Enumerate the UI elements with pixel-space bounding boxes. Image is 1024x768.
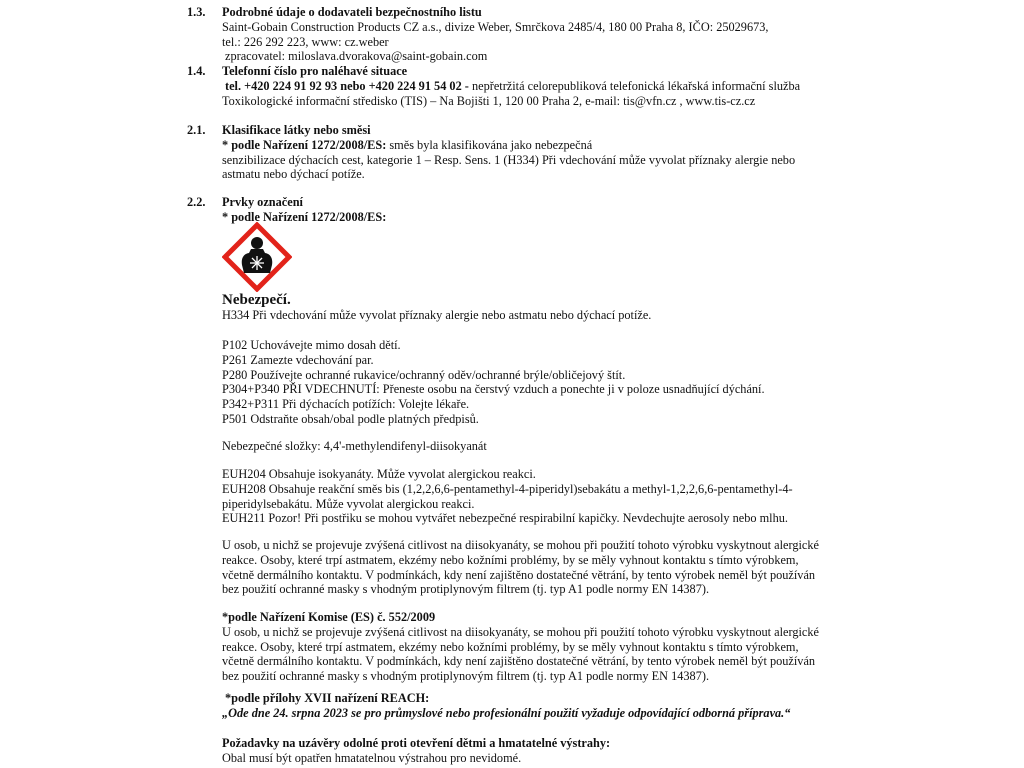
classification-text: astmatu nebo dýchací potíže. — [222, 167, 365, 182]
emergency-phone — [222, 79, 842, 94]
child-resistant-requirements — [222, 736, 842, 766]
section-2-2-header — [222, 195, 842, 225]
warning-line: bez použití ochranné masky s vhodným protiplynovým filtrem (tj. typ A1 podle normy EN 14387). — [222, 582, 710, 597]
precautionary-statements — [222, 338, 842, 427]
section-number: 2.1. — [187, 123, 206, 137]
warning-line: U osob, u nichž se projevuje zvýšená citlivost na diisokyanáty, se mohou při použití tohoto výrobku vyskytnout alergické — [222, 538, 819, 552]
euh-statement: EUH211 Pozor! Při postřiku se mohou vytvářet nebezpečné respirabilní kapičky. Nevdechujte aerosoly nebo mlhu. — [222, 511, 788, 526]
section-2-1 — [222, 123, 842, 182]
p-statement: P261 Zamezte vdechování par. — [222, 352, 374, 367]
warning-line: reakce. Osoby, které trpí astmatem, ekzémy nebo kožními problémy, by se měly vyhnout kontaktu s tímto výrobkem, — [222, 639, 799, 654]
regulation-text: směs byla klasifikována jako nebezpečná — [386, 137, 593, 152]
reach-title: *podle přílohy XVII nařízení REACH: — [225, 691, 430, 705]
section-title: Prvky označení — [222, 195, 303, 209]
components-text: Nebezpečné složky: 4,4'-methylendifenyl-diisokyanát — [222, 439, 487, 453]
hazardous-components — [222, 439, 842, 454]
regulation-label: * podle Nařízení 1272/2008/ES: — [222, 209, 387, 224]
classification-text: senzibilizace dýchacích cest, kategorie 1 – Resp. Sens. 1 (H334) Při vdechování může vyvolat příznaky alergie nebo — [222, 152, 796, 167]
tis-info: Toxikologické informační středisko (TIS) – Na Bojišti 1, 120 00 Praha 2, e-mail: tis@vfn.cz , www.tis-cz.cz — [222, 93, 756, 108]
euh-statement: piperidylsebakátu. Může vyvolat alergickou reakci. — [222, 496, 475, 511]
section-title: Podrobné údaje o dodavateli bezpečnostního listu — [222, 5, 482, 19]
diisocyanate-warning — [222, 538, 842, 597]
h-statement: H334 Při vdechování může vyvolat příznaky alergie nebo astmatu nebo dýchací potíže. — [222, 307, 652, 322]
p-statement: P342+P311 Při dýchacích potížích: Volejte lékaře. — [222, 397, 470, 412]
hazard-statements — [222, 293, 842, 323]
section-title: Telefonní číslo pro naléhavé situace — [222, 64, 408, 78]
regulation-label: * podle Nařízení 1272/2008/ES: — [222, 137, 387, 152]
commission-regulation — [222, 610, 842, 684]
commission-title: *podle Nařízení Komise (ES) č. 552/2009 — [222, 610, 436, 624]
p-statement: P280 Používejte ochranné rukavice/ochranný oděv/ochranné brýle/obličejový štít. — [222, 367, 626, 382]
euh-statement: EUH204 Obsahuje isokyanáty. Může vyvolat alergickou reakci. — [222, 467, 536, 481]
euh-statement: EUH208 Obsahuje reakční směs bis (1,2,2,6,6-pentamethyl-4-piperidyl)sebakátu a methyl-1,2,2,6,6-pentamethyl-4- — [222, 481, 793, 496]
section-title: Klasifikace látky nebo směsi — [222, 123, 371, 137]
signal-word: Nebezpečí. — [222, 292, 291, 308]
p-statement: P501 Odstraňte obsah/obal podle platných předpisů. — [222, 411, 479, 426]
supplier-email: zpracovatel: miloslava.dvorakova@saint-gobain.com — [225, 49, 488, 64]
reach-quote: „Ode dne 24. srpna 2023 se pro průmyslové nebo profesionální použití vyžaduje odpovídající odborná příprava.“ — [222, 705, 791, 720]
section-1-4 — [222, 64, 842, 108]
regulation-line — [222, 138, 842, 153]
reach-annex — [222, 691, 842, 721]
p-statement: P304+P340 PŘI VDECHNUTÍ: Přeneste osobu na čerstvý vzduch a ponechte ji v poloze usnadňující dýchání. — [222, 382, 765, 397]
phone-numbers: tel. +420 224 91 92 93 nebo +420 224 91 54 02 - — [225, 78, 469, 93]
requirements-title: Požadavky na uzávěry odolné proti otevření dětmi a hmatatelné výstrahy: — [222, 736, 611, 750]
warning-line: včetně dermálního kontaktu. V podmínkách, kdy není zajištěno dostatečné větrání, by tento výrobek neměl být používán — [222, 654, 816, 669]
section-number: 1.4. — [187, 64, 206, 78]
warning-line: reakce. Osoby, které trpí astmatem, ekzémy nebo kožními problémy, by se měly vyhnout kontaktu s tímto výrobkem, — [222, 552, 799, 567]
warning-line: včetně dermálního kontaktu. V podmínkách, kdy není zajištěno dostatečné větrání, by tento výrobek neměl být používán — [222, 567, 816, 582]
phone-desc: nepřetržitá celorepubliková telefonická lékařská informační služba — [468, 78, 801, 93]
warning-line: U osob, u nichž se projevuje zvýšená citlivost na diisokyanáty, se mohou při použití tohoto výrobku vyskytnout alergické — [222, 624, 819, 639]
section-number: 1.3. — [187, 5, 206, 19]
supplier-phone: tel.: 226 292 223, www: cz.weber — [222, 34, 389, 49]
euh-statements — [222, 467, 842, 526]
health-hazard-pictogram-icon — [222, 222, 292, 292]
section-1-3 — [222, 5, 842, 64]
warning-line: bez použití ochranné masky s vhodným protiplynovým filtrem (tj. typ A1 podle normy EN 14387). — [222, 669, 710, 684]
supplier-address: Saint-Gobain Construction Products CZ a.s., divize Weber, Smrčkova 2485/4, 180 00 Praha 8, IČO: 25029673, — [222, 19, 769, 34]
p-statement: P102 Uchovávejte mimo dosah dětí. — [222, 338, 401, 352]
section-number: 2.2. — [187, 195, 206, 209]
requirements-text: Obal musí být opatřen hmatatelnou výstrahou pro nevidomé. — [222, 750, 522, 765]
